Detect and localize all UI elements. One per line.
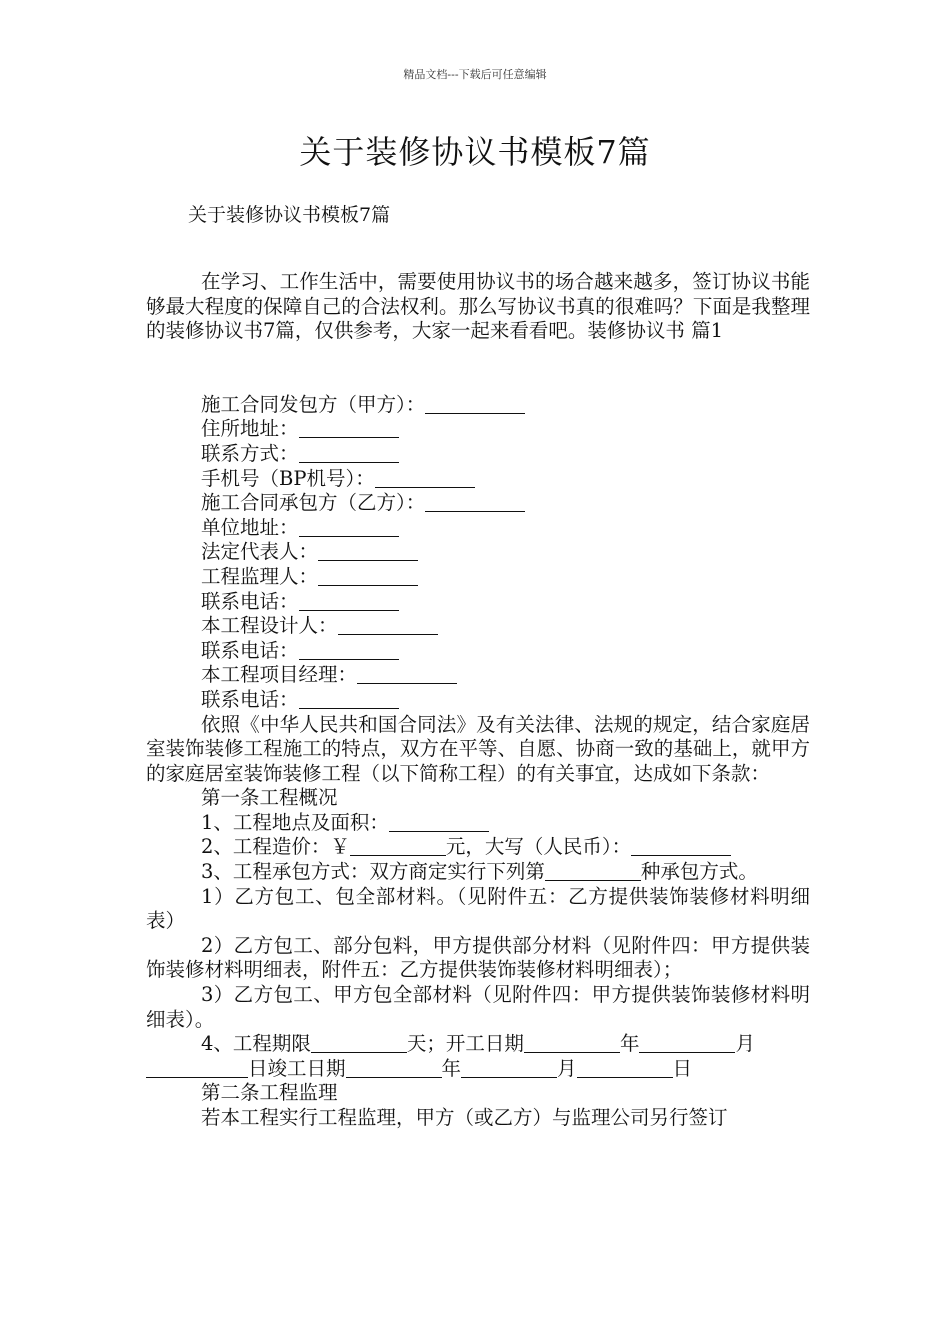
field-label: 本工程设计人： <box>201 614 338 638</box>
item-4 <box>146 1032 810 1057</box>
fill-blank <box>425 395 525 414</box>
field-label: 单位地址： <box>201 515 299 539</box>
item-3 <box>146 860 810 885</box>
field-line <box>146 639 810 664</box>
field-line <box>146 663 810 688</box>
fill-blank <box>299 641 399 660</box>
option-2: 2）乙方包工、部分包料，甲方提供部分材料（见附件四：甲方提供装饰装修材料明细表，附件五：乙方提供装饰装修材料明细表）； <box>146 933 810 982</box>
fill-blank <box>146 1059 248 1078</box>
document-title: 关于装修协议书模板7篇 <box>299 133 651 171</box>
option-1: 1）乙方包工、包全部材料。（见附件五：乙方提供装饰装修材料明细表） <box>146 884 810 933</box>
item-label: 4、工程期限 <box>201 1032 311 1056</box>
page-header: 精品文档---下载后可任意编辑 <box>403 68 547 81</box>
item-label: 年 <box>619 1032 640 1056</box>
fill-blank <box>346 1059 442 1078</box>
field-label: 住所地址： <box>201 417 299 441</box>
fill-blank <box>299 419 399 438</box>
fill-blank <box>577 1059 673 1078</box>
fill-blank <box>425 493 525 512</box>
field-line <box>146 540 810 565</box>
field-label: 联系方式： <box>201 441 299 465</box>
item-label: 年 <box>441 1056 462 1080</box>
fill-blank <box>639 1034 735 1053</box>
item-label: 3、工程承包方式：双方商定实行下列第 <box>201 860 545 884</box>
field-line <box>146 614 810 639</box>
intro-paragraph: 在学习、工作生活中，需要使用协议书的场合越来越多，签订协议书能够最大程度的保障自己的合法权利。那么写协议书真的很难吗？下面是我整理的装修协议书7篇，仅供参考，大家一起来看看吧。装修协议书 篇1 <box>146 270 810 343</box>
field-line <box>146 516 810 541</box>
fill-blank <box>461 1059 557 1078</box>
article-2-text: 若本工程实行工程监理，甲方（或乙方）与监理公司另行签订 <box>201 1106 728 1129</box>
fill-blank <box>299 444 399 463</box>
field-line <box>146 565 810 590</box>
item-label: 天；开工日期 <box>406 1032 524 1056</box>
field-line <box>146 467 810 492</box>
item-label: 元，大写（人民币）： <box>445 835 632 859</box>
field-label: 联系电话： <box>201 687 299 711</box>
fill-blank <box>389 813 489 832</box>
field-label: 施工合同发包方（甲方）： <box>201 392 426 416</box>
field-label: 法定代表人： <box>201 540 319 564</box>
basis-paragraph: 依照《中华人民共和国合同法》及有关法律、法规的规定，结合家庭居室装饰装修工程施工的特点，双方在平等、自愿、协商一致的基础上，就甲方的家庭居室装饰装修工程（以下简称工程）的有关事宜，达成如下条款： <box>146 712 810 785</box>
item-1 <box>146 811 810 836</box>
item-label: 日 <box>672 1056 693 1080</box>
option-3: 3）乙方包工、甲方包全部材料（见附件四：甲方提供装饰装修材料明细表）。 <box>146 983 810 1031</box>
fill-blank <box>338 616 438 635</box>
item-label: 种承包方式。 <box>640 860 758 884</box>
field-line <box>146 393 810 418</box>
fill-blank <box>375 469 475 488</box>
fill-blank <box>299 690 399 709</box>
field-line <box>146 590 810 615</box>
fill-blank <box>524 1034 620 1053</box>
item-label: 月 <box>557 1056 577 1080</box>
item-2 <box>146 835 810 860</box>
field-label: 施工合同承包方（乙方）： <box>201 491 426 515</box>
field-line <box>146 688 810 713</box>
field-label: 联系电话： <box>201 589 299 613</box>
article-1-heading: 第一条工程概况 <box>201 786 338 810</box>
item-label: 日竣工日期 <box>248 1056 346 1080</box>
document-body <box>146 270 810 1131</box>
fill-blank <box>350 837 446 856</box>
field-label: 联系电话： <box>201 638 299 662</box>
field-label: 手机号（BP机号）： <box>201 466 375 490</box>
fill-blank <box>318 567 418 586</box>
item-label: 1、工程地点及面积： <box>201 810 389 834</box>
field-line <box>146 417 810 442</box>
fill-blank <box>545 862 641 881</box>
document-subtitle: 关于装修协议书模板7篇 <box>188 204 391 226</box>
fill-blank <box>318 542 418 561</box>
fill-blank <box>357 665 457 684</box>
item-label: 2、工程造价：￥ <box>201 835 350 859</box>
fill-blank <box>299 592 399 611</box>
field-line <box>146 442 810 467</box>
fill-blank <box>631 837 731 856</box>
field-label: 本工程项目经理： <box>201 663 358 687</box>
fill-blank <box>311 1034 407 1053</box>
article-2-heading: 第二条工程监理 <box>201 1081 338 1105</box>
item-label: 月 <box>735 1032 755 1056</box>
item-4-continued <box>146 1057 810 1082</box>
field-label: 工程监理人： <box>201 564 319 588</box>
field-line <box>146 491 810 516</box>
party-fields <box>146 393 810 713</box>
fill-blank <box>299 518 399 537</box>
